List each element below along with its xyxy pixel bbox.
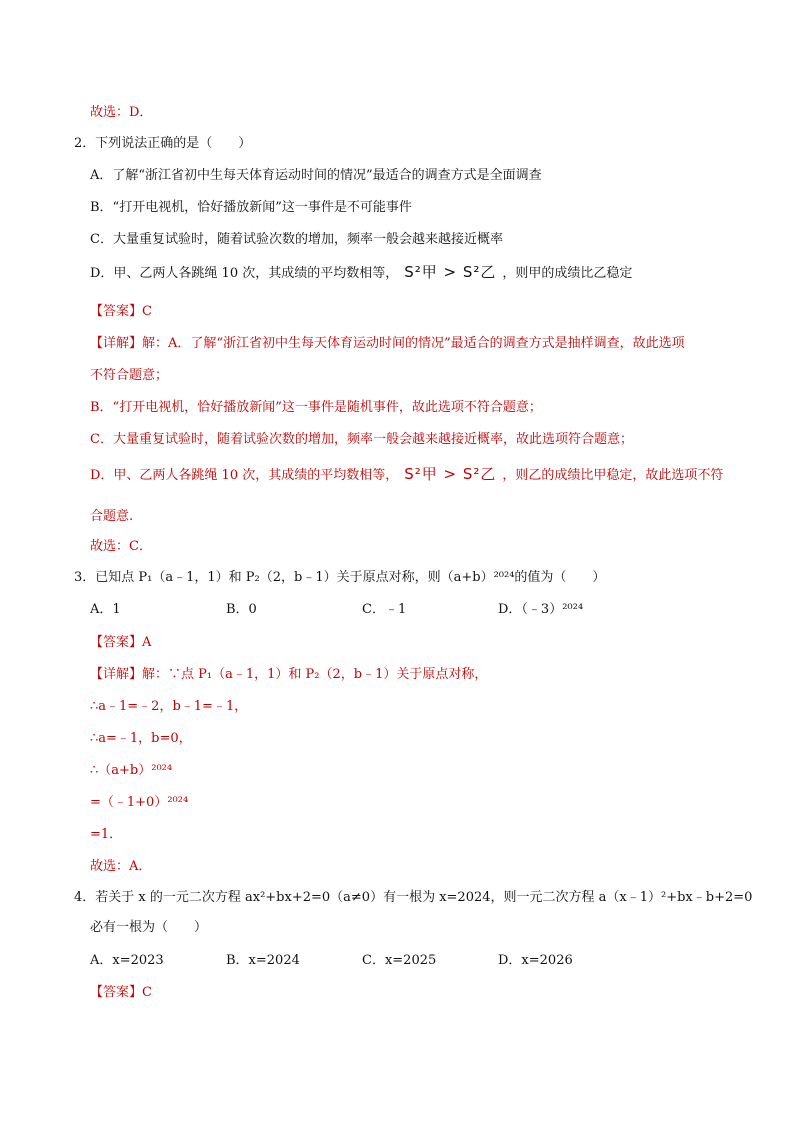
q2-option-d (90, 263, 632, 283)
q2-detail-5 (90, 465, 723, 485)
q2-detail-2: 不符合题意； (90, 368, 169, 383)
q3-option-a: A．1 (90, 602, 121, 617)
q3-step-5: =（﹣1+0）²⁰²⁴ (90, 795, 189, 810)
q3-stem: 3．已知点 P₁（a﹣1，1）和 P₂（2，b﹣1）关于原点对称，则（a+b）²⁰²⁴的值为（ ） (74, 570, 606, 585)
q2-detail-3: B．“打开电视机，恰好播放新闻”这一事件是随机事件，故此选项不符合题意； (90, 400, 542, 415)
q3-step-1: 【详解】解：∵点 P₁（a﹣1，1）和 P₂（2，b﹣1）关于原点对称， (90, 667, 488, 682)
q2-detail-5-pre: D．甲、乙两人各跳绳 10 次，其成绩的平均数相等， (90, 468, 399, 483)
q4-answer: 【答案】C (90, 985, 152, 1000)
q3-step-4: ∴（a+b）²⁰²⁴ (90, 763, 173, 778)
q4-option-d: D．x=2026 (498, 953, 573, 968)
q4-stem-line-2: 必有一根为（ ） (90, 920, 208, 935)
q2-answer: 【答案】C (90, 304, 152, 319)
q4-option-a: A．x=2023 (90, 953, 164, 968)
q2-option-a: A．了解“浙江省初中生每天体育运动时间的情况”最适合的调查方式是全面调查 (90, 168, 542, 183)
q2-option-d-post: ，则甲的成绩比乙稳定 (502, 266, 633, 281)
q3-option-d: D．（﹣3）²⁰²⁴ (498, 602, 584, 617)
q2-stem: 2．下列说法正确的是（ ） (74, 136, 252, 151)
variance-formula: S²甲 > S²乙 (404, 263, 497, 281)
q2-detail-4: C．大量重复试验时，随着试验次数的增加，频率一般会越来越接近概率，故此选项符合题意； (90, 432, 633, 447)
q3-step-6: =1． (90, 827, 123, 842)
q3-step-2: ∴a﹣1=﹣2，b﹣1=﹣1， (90, 699, 248, 714)
q4-option-c: C．x=2025 (362, 953, 437, 968)
q3-option-c: C．﹣1 (362, 602, 407, 617)
q2-detail-1: 【详解】解：A．了解“浙江省初中生每天体育运动时间的情况”最适合的调查方式是抽样调查，故此选项 (90, 336, 685, 351)
q3-option-b: B．0 (226, 602, 257, 617)
q3-answer: 【答案】A (90, 635, 152, 650)
q2-detail-6: 合题意. (90, 509, 134, 524)
q2-option-d-pre: D．甲、乙两人各跳绳 10 次，其成绩的平均数相等， (90, 266, 399, 281)
prev-answer-choice: 故选：D． (90, 105, 153, 120)
q2-detail-5-post: ，则乙的成绩比甲稳定，故此选项不符 (502, 468, 724, 483)
q3-choice: 故选：A． (90, 859, 152, 874)
q2-option-b: B．“打开电视机，恰好播放新闻”这一事件是不可能事件 (90, 200, 412, 215)
q4-option-b: B．x=2024 (226, 953, 300, 968)
q2-choice: 故选：C． (90, 539, 152, 554)
q2-option-c: C．大量重复试验时，随着试验次数的增加，频率一般会越来越接近概率 (90, 232, 503, 247)
q4-stem-line-1: 4．若关于 x 的一元二次方程 ax²+bx+2=0（a≠0）有一根为 x=2024，则一元二次方程 a（x﹣1）²+bx﹣b+2=0 (74, 890, 753, 905)
q3-step-3: ∴a=﹣1，b=0， (90, 731, 192, 746)
variance-formula-detail: S²甲 > S²乙 (404, 465, 497, 483)
